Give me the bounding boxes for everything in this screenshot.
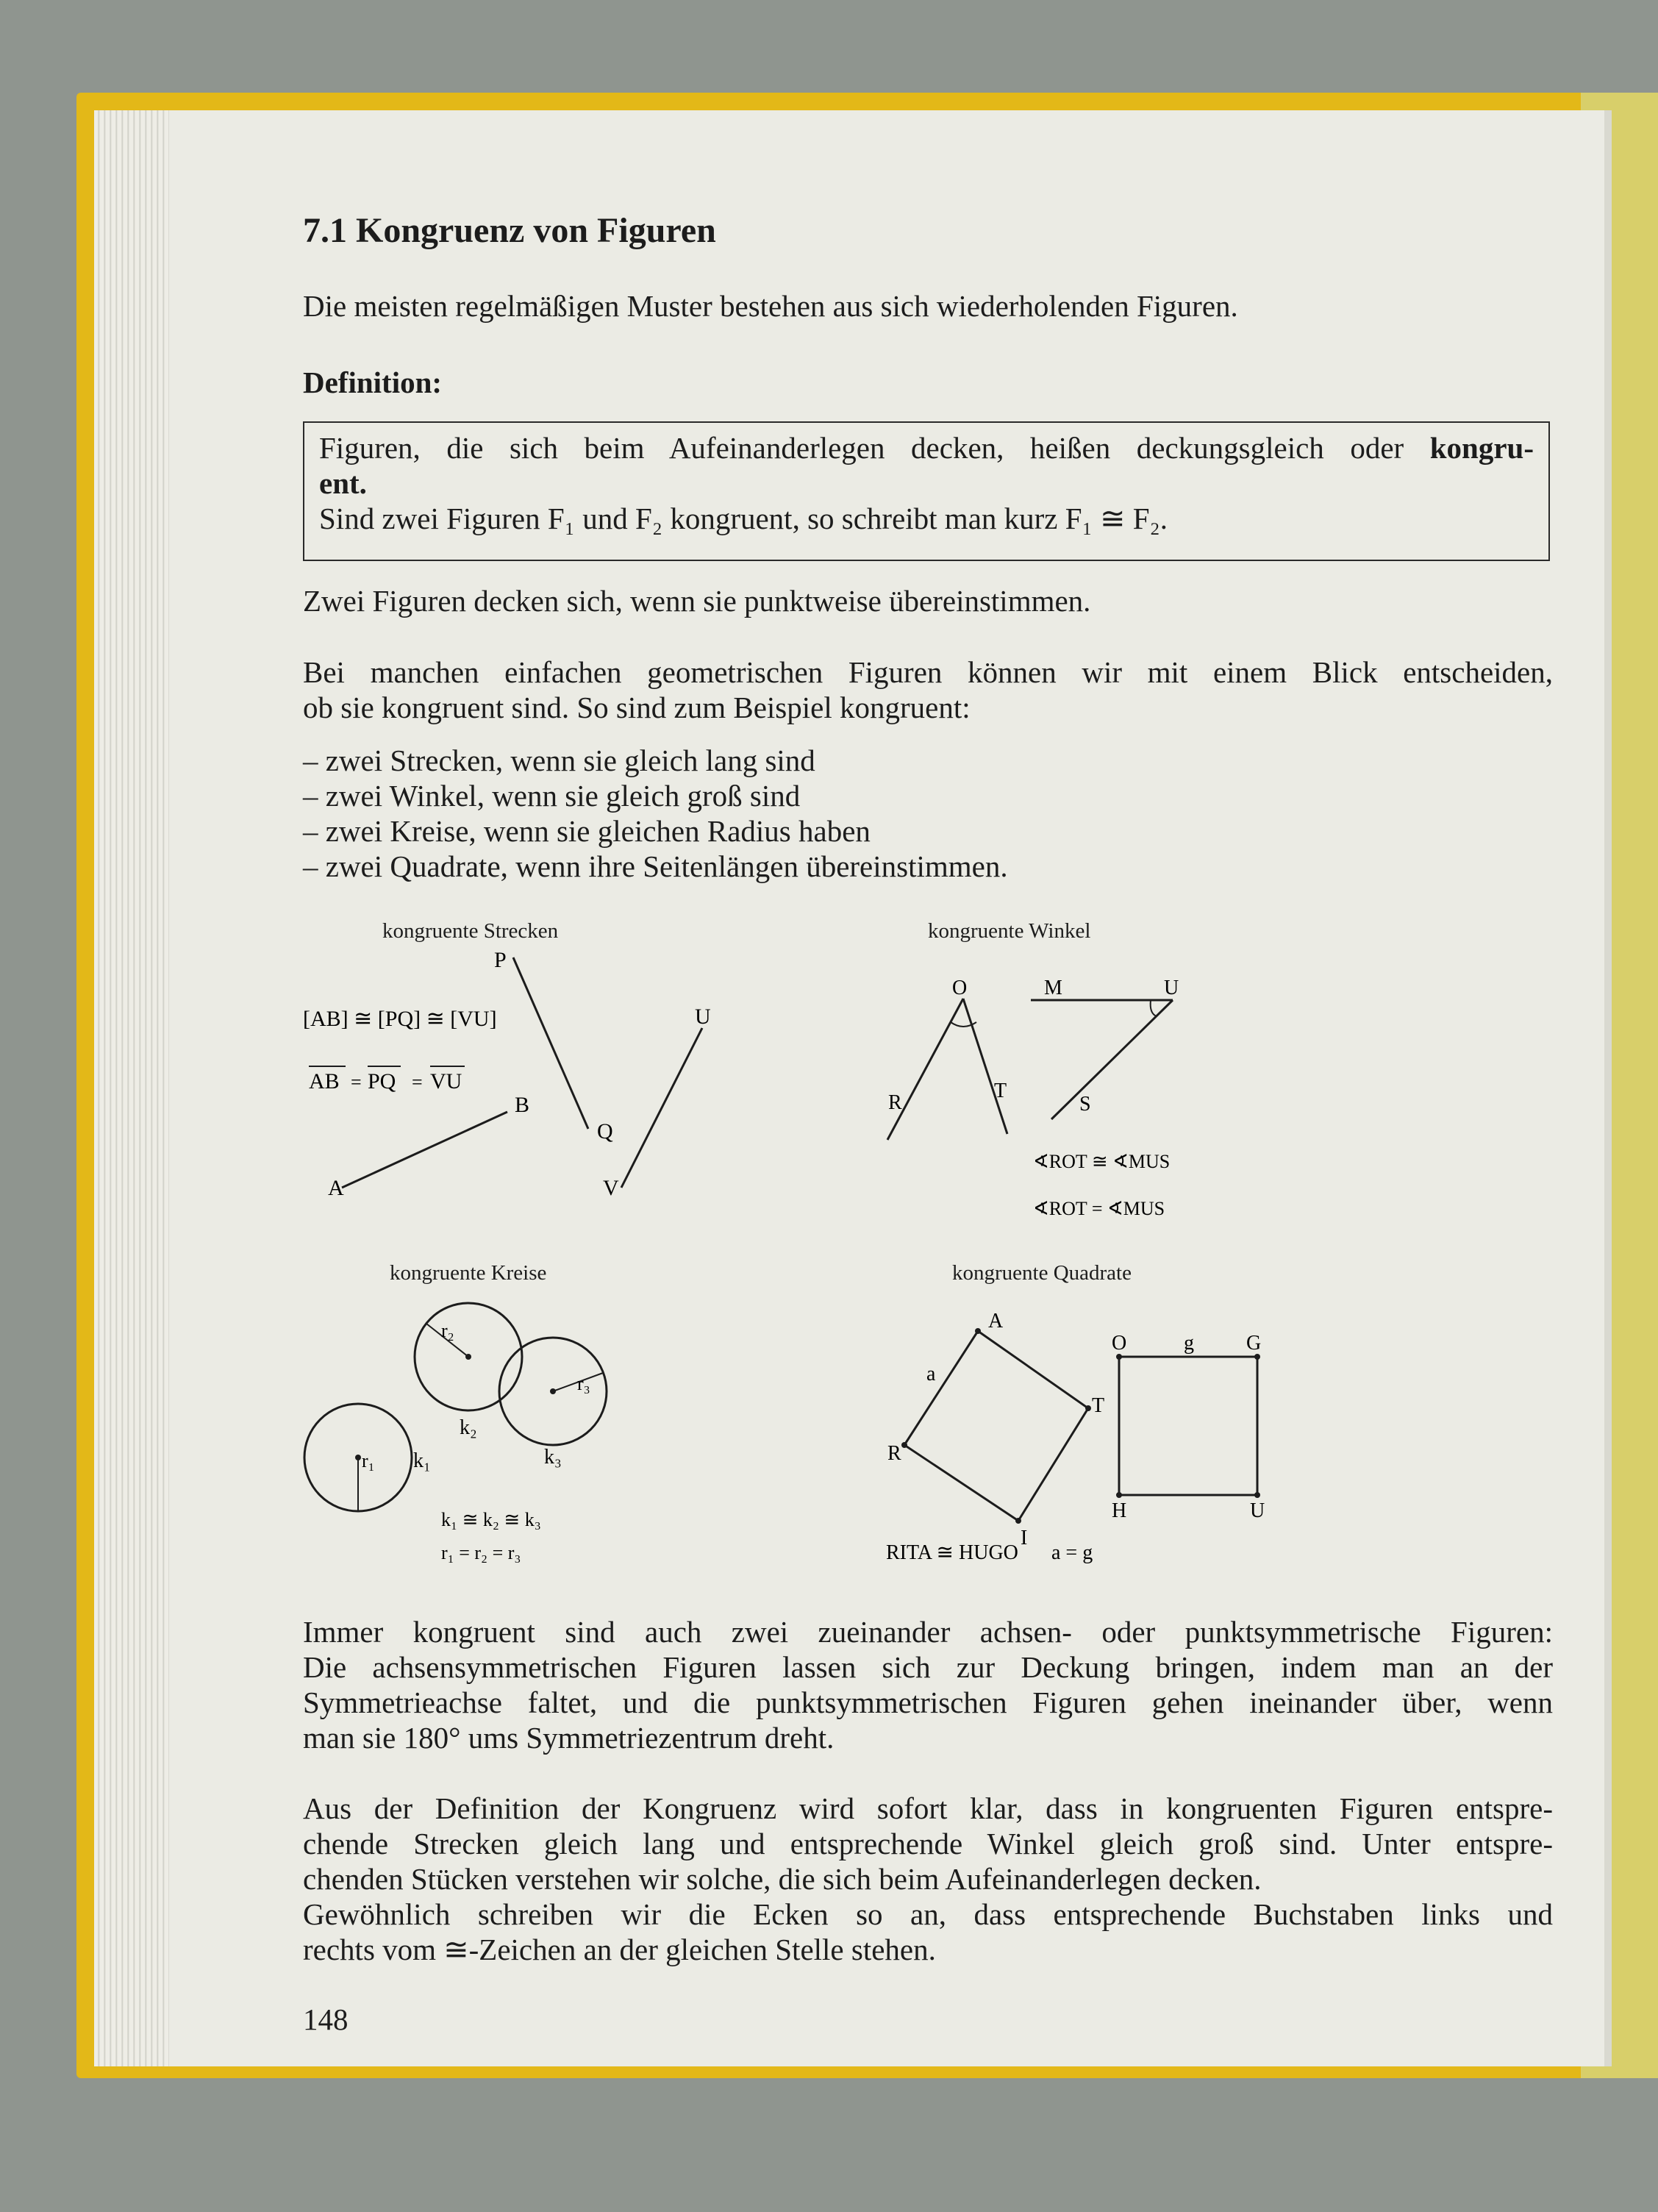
label-t: T	[994, 1080, 1007, 1102]
equation-length-pq: PQ	[368, 1069, 396, 1093]
list-item: – zwei Kreise, wenn sie gleichen Radius haben	[303, 814, 871, 848]
examples-list	[303, 743, 1008, 884]
label-r2: r₂	[441, 1320, 454, 1341]
ray-ot	[963, 999, 1007, 1134]
definition-line-1	[319, 430, 1534, 465]
consequence-line: chende Strecken gleich lang und entsprechende Winkel gleich groß sind. Unter entspre-	[303, 1827, 1553, 1860]
figure-winkel	[868, 963, 1235, 1228]
definition-consequence-paragraph	[303, 1791, 1553, 1967]
symmetry-line: Die achsensymmetrischen Figuren lassen sich zur Deckung bringen, indem man an der	[303, 1650, 1553, 1684]
caption-winkel: kongruente Winkel	[928, 919, 1091, 943]
label-t: T	[1092, 1394, 1105, 1417]
figure-quadrate	[875, 1302, 1287, 1574]
label-o: O	[1112, 1332, 1127, 1355]
equation-length-vu: VU	[430, 1069, 462, 1093]
definition-label: Definition:	[303, 365, 443, 399]
square-rita	[904, 1331, 1088, 1521]
equals-sign: =	[412, 1071, 423, 1093]
page-gutter	[1604, 110, 1612, 2066]
caption-strecken: kongruente Strecken	[382, 919, 559, 943]
consequence-line: chenden Stücken verstehen wir solche, die sich beim Aufeinanderlegen decken.	[303, 1862, 1262, 1896]
label-g: G	[1246, 1332, 1262, 1355]
segment-ab	[342, 1112, 507, 1188]
label-b: B	[515, 1093, 530, 1117]
equation-congruent-angles: ∢ROT ≅ ∢MUS	[1033, 1151, 1171, 1172]
label-q: Q	[597, 1119, 613, 1144]
definition-text: Figuren, die sich beim Aufeinanderlegen decken, heißen deckungsgleich oder	[319, 431, 1430, 465]
equation-equal-sides: a = g	[1051, 1541, 1093, 1564]
label-h: H	[1112, 1499, 1127, 1522]
label-i: I	[1021, 1527, 1028, 1549]
label-p: P	[494, 948, 507, 972]
label-r: R	[887, 1442, 901, 1465]
pointwise-paragraph: Zwei Figuren decken sich, wenn sie punktweise übereinstimmen.	[303, 584, 1091, 618]
list-item: – zwei Winkel, wenn sie gleich groß sind	[303, 779, 801, 813]
square-hugo	[1119, 1357, 1257, 1495]
equation-length-ab: AB	[309, 1069, 340, 1093]
equation-congruent-circles: k₁ ≅ k₂ ≅ k₃	[441, 1509, 541, 1530]
consequence-line: Aus der Definition der Kongruenz wird sofort klar, dass in kongruenten Figuren entspre-	[303, 1791, 1553, 1825]
label-r1: r₁	[362, 1450, 375, 1471]
label-s: S	[1079, 1093, 1091, 1116]
figure-kreise	[294, 1287, 676, 1574]
definition-term-end: ent.	[319, 466, 367, 500]
label-side-a: a	[926, 1363, 936, 1385]
label-a-vertex: A	[988, 1310, 1004, 1332]
ray-or	[887, 999, 963, 1140]
label-o: O	[952, 977, 968, 999]
label-u: U	[695, 1005, 711, 1029]
label-r3: r₃	[577, 1373, 590, 1394]
list-item: – zwei Strecken, wenn sie gleich lang sind	[303, 743, 815, 777]
page-number: 148	[303, 2002, 349, 2036]
label-k1: k₁	[413, 1449, 431, 1472]
list-item: – zwei Quadrate, wenn ihre Seitenlängen übereinstimmen.	[303, 849, 1008, 883]
label-k2: k₂	[460, 1416, 477, 1439]
examples-paragraph	[303, 654, 1553, 725]
label-a: A	[328, 1176, 344, 1200]
ray-us	[1051, 1000, 1173, 1119]
label-u: U	[1164, 977, 1179, 999]
symmetry-paragraph	[303, 1614, 1553, 1755]
label-r: R	[888, 1091, 902, 1114]
definition-box	[303, 421, 1550, 561]
symmetry-line: Symmetrieachse faltet, und die punktsymmetrischen Figuren gehen ineinander über, wenn	[303, 1685, 1553, 1719]
section-title: 7.1 Kongruenz von Figuren	[303, 211, 716, 250]
label-u: U	[1250, 1499, 1265, 1522]
equation-equal-radii: r₁ = r₂ = r₃	[441, 1542, 521, 1563]
equation-congruent-squares: RITA ≅ HUGO	[886, 1541, 1018, 1564]
examples-line-1: Bei manchen einfachen geometrischen Figuren können wir mit einem Blick entscheiden,	[303, 655, 1553, 689]
intro-paragraph: Die meisten regelmäßigen Muster bestehen aus sich wiederholenden Figuren.	[303, 289, 1238, 323]
consequence-line: Gewöhnlich schreiben wir die Ecken so an, dass entsprechende Buchstaben links und	[303, 1897, 1553, 1931]
definition-term: kongru-	[1429, 431, 1534, 465]
label-v: V	[603, 1176, 619, 1200]
segment-vu	[621, 1028, 702, 1188]
label-m: M	[1044, 977, 1062, 999]
equals-sign: =	[351, 1071, 362, 1093]
consequence-line: rechts vom ≅-Zeichen an der gleichen Stelle stehen.	[303, 1933, 936, 1966]
caption-kreise: kongruente Kreise	[390, 1261, 547, 1285]
figure-strecken	[294, 941, 735, 1213]
caption-quadrate: kongruente Quadrate	[952, 1261, 1132, 1285]
symmetry-line: man sie 180° ums Symmetriezentrum dreht.	[303, 1721, 835, 1755]
equation-equal-angles: ∢ROT = ∢MUS	[1033, 1198, 1165, 1219]
label-k3: k₃	[544, 1446, 562, 1469]
examples-line-2: ob sie kongruent sind. So sind zum Beispiel kongruent:	[303, 691, 971, 724]
label-side-g: g	[1184, 1332, 1194, 1355]
page-edges	[94, 110, 175, 2066]
symmetry-line: Immer kongruent sind auch zwei zueinander achsen- oder punktsymmetrische Figuren:	[303, 1615, 1553, 1649]
definition-notation: Sind zwei Figuren F₁ und F₂ kongruent, so schreibt man kurz F₁ ≅ F₂.	[319, 502, 1168, 535]
equation-congruent-segments: [AB] ≅ [PQ] ≅ [VU]	[303, 1007, 497, 1031]
